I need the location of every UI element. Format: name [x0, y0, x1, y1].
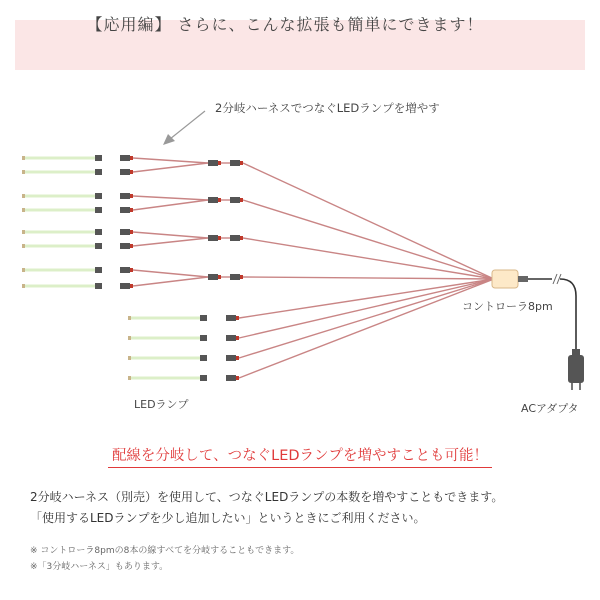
footnote-2: ※「3分岐ハーネス」もあります。 [30, 562, 169, 572]
strip-end-cap [128, 376, 131, 380]
wire [133, 163, 208, 172]
lamp-connector [95, 243, 102, 249]
junction-plug [208, 274, 218, 280]
ac-adapter-icon [568, 349, 584, 390]
harness-connector [230, 274, 240, 280]
page-title: 【応用編】 さらに、こんな拡張も簡単にできます！ [86, 15, 484, 34]
wire [239, 279, 494, 318]
wire [243, 277, 494, 279]
junction-plug-tip [218, 275, 221, 279]
lamp-connector [95, 267, 102, 273]
branch-plug [120, 267, 130, 273]
branch-callout [0, 444, 600, 468]
callout-text: 配線を分岐して、つなぐLEDランプを増やすことも可能！ [108, 444, 492, 468]
lamp-connector [200, 335, 207, 341]
direct-plug [226, 355, 236, 361]
branch-plug-tip [130, 244, 133, 248]
harness-connector [230, 197, 240, 203]
strip-end-cap [22, 208, 25, 212]
branch-plug [120, 155, 130, 161]
wire [133, 196, 208, 200]
direct-plug [226, 315, 236, 321]
strip-end-cap [22, 156, 25, 160]
junction-plug-tip [218, 236, 221, 240]
harness-connector-tip [240, 198, 243, 202]
lamp-connector [95, 155, 102, 161]
junction-plug-tip [218, 198, 221, 202]
branch-plug [120, 169, 130, 175]
branch-plug-tip [130, 208, 133, 212]
harness-label: 2分岐ハーネスでつなぐLEDランプを増やす [215, 101, 440, 115]
strip-end-cap [22, 244, 25, 248]
branch-plug [120, 207, 130, 213]
branch-plug [120, 243, 130, 249]
wire [133, 232, 208, 238]
lamp-connector [200, 375, 207, 381]
wire [239, 279, 494, 358]
strip-end-cap [128, 336, 131, 340]
direct-plug-tip [236, 316, 239, 320]
harness-connector-tip [240, 161, 243, 165]
wiring-diagram [0, 90, 600, 430]
footnote-1: ※ コントローラ8pmの8本の線すべてを分岐することもできます。 [30, 546, 300, 556]
wire [133, 200, 208, 210]
wire [133, 158, 208, 163]
branch-plug-tip [130, 156, 133, 160]
junction-plug [208, 197, 218, 203]
strip-end-cap [22, 268, 25, 272]
direct-plug [226, 375, 236, 381]
wire-group [133, 158, 494, 378]
harness-arrow [163, 111, 205, 145]
lamp-connector [200, 355, 207, 361]
lamp-connector [95, 283, 102, 289]
junction-plug [208, 160, 218, 166]
strip-end-cap [22, 284, 25, 288]
description-line-1: 2分岐ハーネス（別売）を使用して、つなぐLEDランプの本数を増やすこともできます。 [30, 490, 504, 504]
wire [243, 200, 494, 279]
wire [133, 277, 208, 286]
wire [133, 238, 208, 246]
harness-connector [230, 235, 240, 241]
direct-plug-tip [236, 376, 239, 380]
led-lamp-group [22, 156, 200, 380]
harness-connector-tip [240, 236, 243, 240]
harness-connector-tip [240, 275, 243, 279]
branch-plug-tip [130, 230, 133, 234]
strip-end-cap [22, 170, 25, 174]
direct-plug-tip [236, 356, 239, 360]
description-line-2: 「使用するLEDランプを少し追加したい」というときにご利用ください。 [30, 511, 426, 525]
lamp-connector [95, 207, 102, 213]
lamp-connector [95, 229, 102, 235]
strip-end-cap [128, 316, 131, 320]
branch-plug-tip [130, 268, 133, 272]
wire [243, 238, 494, 279]
connector-group [95, 155, 243, 381]
branch-plug [120, 193, 130, 199]
lamp-connector [200, 315, 207, 321]
description [30, 487, 590, 529]
footnotes [30, 543, 590, 575]
strip-end-cap [22, 230, 25, 234]
branch-plug-tip [130, 194, 133, 198]
harness-connector [230, 160, 240, 166]
junction-plug-tip [218, 161, 221, 165]
direct-plug [226, 335, 236, 341]
wire [243, 163, 494, 279]
controller-label: コントローラ8pm [462, 300, 553, 313]
wire [133, 270, 208, 277]
branch-plug [120, 283, 130, 289]
junction-plug [208, 235, 218, 241]
branch-plug [120, 229, 130, 235]
branch-plug-tip [130, 170, 133, 174]
lamp-connector [95, 193, 102, 199]
strip-end-cap [22, 194, 25, 198]
led-lamp-label: LEDランプ [134, 398, 189, 411]
lamp-connector [95, 169, 102, 175]
direct-plug-tip [236, 336, 239, 340]
strip-end-cap [128, 356, 131, 360]
ac-adapter-label: ACアダプタ [521, 402, 579, 415]
branch-plug-tip [130, 284, 133, 288]
